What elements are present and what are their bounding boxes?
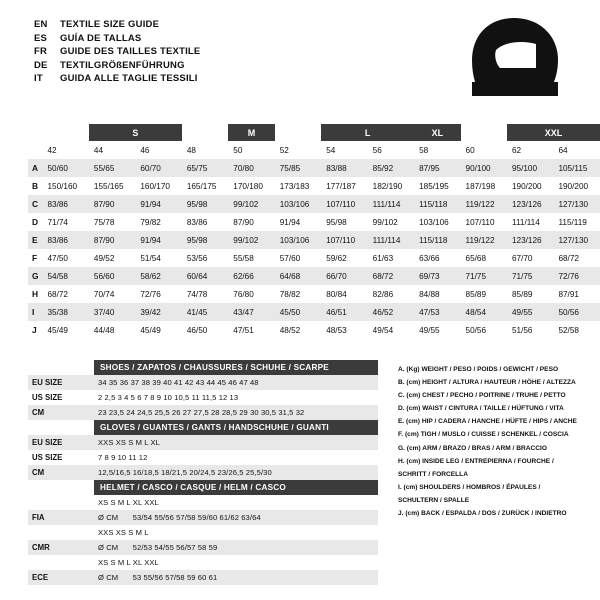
table-cell: 60/70 xyxy=(140,163,161,173)
row-label: ECE xyxy=(32,573,49,582)
table-row xyxy=(28,159,600,177)
table-cell: 103/106 xyxy=(419,217,449,227)
table-cell: 107/110 xyxy=(326,199,356,209)
table-cell: 49/55 xyxy=(419,325,440,335)
table-cell: 90/100 xyxy=(465,163,491,173)
table-cell: 87/91 xyxy=(558,289,579,299)
size-label: M xyxy=(228,124,274,141)
language-row xyxy=(34,45,200,59)
numeric-header: 46 xyxy=(140,145,150,155)
table-cell: 82/86 xyxy=(372,289,394,299)
table-cell: 46/50 xyxy=(186,325,208,335)
table-row xyxy=(28,177,600,195)
table-cell: 46/52 xyxy=(372,307,394,317)
table-cell: 75/78 xyxy=(93,217,115,227)
table-cell: 115/118 xyxy=(419,199,448,209)
table-row xyxy=(28,249,600,267)
table-row xyxy=(28,231,600,249)
table-cell: 160/170 xyxy=(140,181,170,191)
row-label: CM xyxy=(32,408,45,417)
legend-item: F. (cm) TIGH / MUSLO / CUISSE / SCHENKEL / COSCIA xyxy=(398,431,569,439)
legend-item: C. (cm) CHEST / PECHO / POITRINE / TRUHE / PETTO xyxy=(398,392,566,400)
language-row xyxy=(34,32,200,46)
table-cell: 47/51 xyxy=(233,325,254,335)
table-cell: 55/65 xyxy=(93,163,115,173)
language-title: TEXTILE SIZE GUIDE xyxy=(60,19,160,30)
table-cell: 127/130 xyxy=(558,235,589,245)
table-cell: 91/94 xyxy=(140,199,161,209)
table-cell: 74/78 xyxy=(186,289,208,299)
size-label: XL xyxy=(414,124,460,141)
table-cell: 83/86 xyxy=(47,199,68,209)
legend-item: I. (cm) SHOULDERS / HOMBROS / ÉPAULES / xyxy=(398,483,541,491)
unit-label: Ø CM xyxy=(98,513,119,522)
language-row xyxy=(34,18,200,32)
row-values: XXS XS S M L XL xyxy=(98,438,160,447)
helmet-title-row xyxy=(28,480,378,495)
table-cell: 59/62 xyxy=(326,253,347,263)
unit-label: Ø CM xyxy=(98,573,119,582)
table-cell: 37/40 xyxy=(93,307,115,317)
table-row xyxy=(28,525,378,540)
table-cell: 84/88 xyxy=(419,289,440,299)
numeric-header: 60 xyxy=(465,145,475,155)
table-cell: 41/45 xyxy=(186,307,208,317)
shoes-title-row xyxy=(28,360,378,375)
table-row xyxy=(28,375,378,390)
table-cell: 50/56 xyxy=(558,307,579,317)
table-cell: 66/70 xyxy=(326,271,347,281)
table-cell: 39/42 xyxy=(140,307,161,317)
table-cell: 49/54 xyxy=(372,325,394,335)
table-cell: 111/114 xyxy=(372,199,401,209)
table-cell: 182/190 xyxy=(372,181,403,191)
table-row xyxy=(28,450,378,465)
table-cell: 76/80 xyxy=(233,289,254,299)
row-label: J xyxy=(32,325,37,335)
table-row xyxy=(28,435,378,450)
language-code: DE xyxy=(34,59,48,71)
table-cell: 53/56 xyxy=(186,253,208,263)
table-cell: 50/56 xyxy=(465,325,487,335)
table-cell: 95/100 xyxy=(512,163,538,173)
size-letter-header-row xyxy=(28,124,600,141)
table-cell: 47/53 xyxy=(419,307,440,317)
table-cell: 187/198 xyxy=(465,181,496,191)
row-label: F xyxy=(32,253,38,263)
table-cell: 72/76 xyxy=(558,271,579,281)
table-cell: 63/66 xyxy=(419,253,440,263)
table-cell: 103/106 xyxy=(279,235,310,245)
measurement-legend xyxy=(398,364,588,521)
table-cell: 103/106 xyxy=(279,199,310,209)
legend-item: D. (cm) WAIST / CINTURA / TAILLE / HÜFTUNG / VITA xyxy=(398,405,564,413)
row-values: 34 35 36 37 38 39 40 41 42 43 44 45 46 47 48 xyxy=(98,378,259,387)
numeric-header-row xyxy=(28,141,600,159)
table-cell: 85/92 xyxy=(372,163,394,173)
table-cell: 99/102 xyxy=(233,199,259,209)
table-cell: 43/47 xyxy=(233,307,254,317)
table-cell: 47/50 xyxy=(47,253,68,263)
table-row xyxy=(28,465,378,480)
table-cell: 49/55 xyxy=(512,307,533,317)
table-row xyxy=(28,195,600,213)
table-cell: 71/75 xyxy=(512,271,533,281)
table-cell: 46/51 xyxy=(326,307,347,317)
numeric-header: 48 xyxy=(186,145,196,155)
legend-item: G. (cm) ARM / BRAZO / BRAS / ARM / BRACCIO xyxy=(398,444,547,452)
table-cell: 83/86 xyxy=(186,217,208,227)
table-cell: 190/200 xyxy=(558,181,589,191)
helmet-title: HELMET / CASCO / CASQUE / HELM / CASCO xyxy=(94,480,378,495)
row-label: G xyxy=(32,271,39,281)
table-cell: 52/58 xyxy=(558,325,579,335)
table-cell: 69/73 xyxy=(419,271,440,281)
row-values: 23 23,5 24 24,5 25,5 26 27 27,5 28 28,5 29 30 30,5 31,5 32 xyxy=(98,408,305,417)
helmet-values: 53/54 55/56 57/58 59/60 61/62 63/64 xyxy=(132,513,261,522)
shoes-title: SHOES / ZAPATOS / CHAUSSURES / SCHUHE / SCARPE xyxy=(94,360,378,375)
table-cell: 68/72 xyxy=(558,253,579,263)
row-label: A xyxy=(32,163,39,173)
size-label: L xyxy=(321,124,414,141)
table-cell: 60/64 xyxy=(186,271,208,281)
language-title: TEXTILGRÖßENFÜHRUNG xyxy=(60,59,185,71)
table-cell: 80/84 xyxy=(326,289,347,299)
table-cell: 57/60 xyxy=(279,253,301,263)
table-cell: 177/187 xyxy=(326,181,356,191)
table-cell: 87/90 xyxy=(93,235,115,245)
table-cell: 75/85 xyxy=(279,163,301,173)
table-row xyxy=(28,213,600,231)
table-cell: 51/54 xyxy=(140,253,161,263)
table-row xyxy=(28,570,378,585)
table-row xyxy=(28,555,378,570)
table-row xyxy=(28,540,378,555)
table-cell: 45/50 xyxy=(279,307,301,317)
language-title: GUÍA DE TALLAS xyxy=(60,32,142,44)
language-code: EN xyxy=(34,19,48,30)
table-cell: 107/110 xyxy=(465,217,495,227)
accessory-tables xyxy=(28,360,378,585)
numeric-header: 50 xyxy=(233,145,243,155)
legend-item: A. (Kg) WEIGHT / PESO / POIDS / GEWICHT / PESO xyxy=(398,366,559,373)
table-cell: 51/56 xyxy=(512,325,533,335)
table-cell: 78/82 xyxy=(279,289,301,299)
legend-item: E. (cm) HIP / CADERA / HANCHE / HÜFTE / HIPS / ANCHE xyxy=(398,418,577,426)
row-label: US SIZE xyxy=(32,393,63,402)
language-list xyxy=(34,18,200,86)
row-label: C xyxy=(32,199,39,209)
table-cell: 65/75 xyxy=(186,163,208,173)
table-cell: 70/80 xyxy=(233,163,254,173)
table-cell: 87/90 xyxy=(233,217,254,227)
table-cell: 170/180 xyxy=(233,181,263,191)
row-values xyxy=(94,570,378,585)
table-cell: 173/183 xyxy=(279,181,310,191)
helmet-size-header: XS S M L XL XXL xyxy=(98,498,159,507)
row-label: US SIZE xyxy=(32,453,63,462)
table-cell: 79/82 xyxy=(140,217,161,227)
language-row xyxy=(34,59,200,73)
table-row xyxy=(28,267,600,285)
row-label: CM xyxy=(32,468,45,477)
table-row xyxy=(28,510,378,525)
table-cell: 56/60 xyxy=(93,271,115,281)
numeric-header: 54 xyxy=(326,145,336,155)
gloves-title-row xyxy=(28,420,378,435)
table-cell: 71/74 xyxy=(47,217,68,227)
table-row xyxy=(28,321,600,339)
row-values: 7 8 9 10 11 12 xyxy=(98,453,148,462)
table-cell: 85/89 xyxy=(465,289,487,299)
row-label: B xyxy=(32,181,39,191)
language-title: GUIDA ALLE TAGLIE TESSILI xyxy=(60,73,198,85)
table-cell: 87/90 xyxy=(93,199,115,209)
table-cell: 45/49 xyxy=(140,325,161,335)
table-cell: 48/52 xyxy=(279,325,301,335)
table-cell: 50/60 xyxy=(47,163,68,173)
gloves-title: GLOVES / GUANTES / GANTS / HANDSCHUHE / GUANTI xyxy=(94,420,378,435)
table-row xyxy=(28,285,600,303)
table-cell: 185/195 xyxy=(419,181,449,191)
table-cell: 54/58 xyxy=(47,271,68,281)
table-cell: 190/200 xyxy=(512,181,542,191)
helmet-icon xyxy=(466,16,562,107)
table-cell: 95/98 xyxy=(326,217,347,227)
table-row xyxy=(28,405,378,420)
legend-item-continued: SCHRITT / FORCELLA xyxy=(398,470,468,478)
table-cell: 123/126 xyxy=(512,199,542,209)
row-values xyxy=(94,510,378,525)
table-row xyxy=(28,390,378,405)
table-cell: 71/75 xyxy=(465,271,487,281)
row-label: I xyxy=(32,307,35,317)
table-cell: 119/122 xyxy=(465,235,495,245)
numeric-header: 62 xyxy=(512,145,522,155)
unit-label: Ø CM xyxy=(98,543,119,552)
row-values: 2 2,5 3 4 5 6 7 8 9 10 10,5 11 11,5 12 13 xyxy=(98,393,239,402)
table-cell: 150/160 xyxy=(47,181,78,191)
row-label: D xyxy=(32,217,39,227)
language-title: GUIDE DES TAILLES TEXTILE xyxy=(60,46,201,58)
table-cell: 95/98 xyxy=(186,235,208,245)
table-cell: 44/48 xyxy=(93,325,115,335)
table-cell: 99/102 xyxy=(233,235,259,245)
table-cell: 83/86 xyxy=(47,235,68,245)
helmet-size-header: XS S M L XL XXL xyxy=(98,558,159,567)
language-code: IT xyxy=(34,73,43,85)
row-label: FIA xyxy=(32,513,45,522)
row-label: EU SIZE xyxy=(32,378,63,387)
table-cell: 49/52 xyxy=(93,253,115,263)
numeric-header: 58 xyxy=(419,145,429,155)
numeric-header: 52 xyxy=(279,145,289,155)
numeric-header: 64 xyxy=(558,145,568,155)
table-cell: 119/122 xyxy=(465,199,495,209)
numeric-header: 56 xyxy=(372,145,382,155)
legend-item: B. (cm) HEIGHT / ALTURA / HAUTEUR / HÖHE / ALTEZZA xyxy=(398,379,576,387)
table-row xyxy=(28,303,600,321)
table-cell: 91/94 xyxy=(279,217,301,227)
row-label: CMR xyxy=(32,543,50,552)
table-cell: 83/88 xyxy=(326,163,347,173)
table-cell: 65/68 xyxy=(465,253,487,263)
row-values: 12,5/16,5 16/18,5 18/21,5 20/24,5 23/26,5 25,5/30 xyxy=(98,468,272,477)
table-cell: 165/175 xyxy=(186,181,217,191)
table-cell: 55/58 xyxy=(233,253,254,263)
size-label: XXL xyxy=(507,124,600,141)
table-cell: 111/114 xyxy=(372,235,401,245)
table-cell: 58/62 xyxy=(140,271,161,281)
table-cell: 68/72 xyxy=(47,289,68,299)
table-cell: 123/126 xyxy=(512,235,542,245)
helmet-values: 53 55/56 57/58 59 60 61 xyxy=(132,573,218,582)
table-row xyxy=(28,495,378,510)
language-row xyxy=(34,72,200,86)
legend-item: J. (cm) BACK / ESPALDA / DOS / ZURÜCK / INDIETRO xyxy=(398,510,567,518)
table-cell: 64/68 xyxy=(279,271,301,281)
table-cell: 35/38 xyxy=(47,307,68,317)
numeric-header: 42 xyxy=(47,145,57,155)
table-cell: 107/110 xyxy=(326,235,356,245)
language-code: ES xyxy=(34,32,48,44)
table-cell: 45/49 xyxy=(47,325,68,335)
row-values xyxy=(94,540,378,555)
table-cell: 48/54 xyxy=(465,307,487,317)
table-cell: 70/74 xyxy=(93,289,115,299)
table-cell: 62/66 xyxy=(233,271,254,281)
table-cell: 111/114 xyxy=(512,217,540,227)
table-cell: 48/53 xyxy=(326,325,347,335)
table-cell: 95/98 xyxy=(186,199,208,209)
table-cell: 155/165 xyxy=(93,181,124,191)
numeric-header: 44 xyxy=(93,145,104,155)
size-label: S xyxy=(89,124,182,141)
table-cell: 87/95 xyxy=(419,163,440,173)
legend-item-continued: SCHULTERN / SPALLE xyxy=(398,496,470,504)
main-size-table xyxy=(28,124,600,339)
table-cell: 72/76 xyxy=(140,289,161,299)
table-cell: 127/130 xyxy=(558,199,589,209)
table-cell: 91/94 xyxy=(140,235,161,245)
table-cell: 105/115 xyxy=(558,163,588,173)
table-cell: 115/118 xyxy=(419,235,448,245)
table-cell: 67/70 xyxy=(512,253,533,263)
table-cell: 68/72 xyxy=(372,271,394,281)
helmet-size-header: XXS XS S M L xyxy=(98,528,149,537)
row-label: H xyxy=(32,289,39,299)
legend-item: H. (cm) INSIDE LEG / ENTREPIERNA / FOURCHE / xyxy=(398,457,554,465)
row-label: EU SIZE xyxy=(32,438,63,447)
table-cell: 85/89 xyxy=(512,289,533,299)
table-cell: 115/119 xyxy=(558,217,587,227)
row-label: E xyxy=(32,235,38,245)
table-cell: 61/63 xyxy=(372,253,394,263)
language-code: FR xyxy=(34,46,48,58)
table-cell: 99/102 xyxy=(372,217,398,227)
helmet-values: 52/53 54/55 56/57 58 59 xyxy=(132,543,218,552)
